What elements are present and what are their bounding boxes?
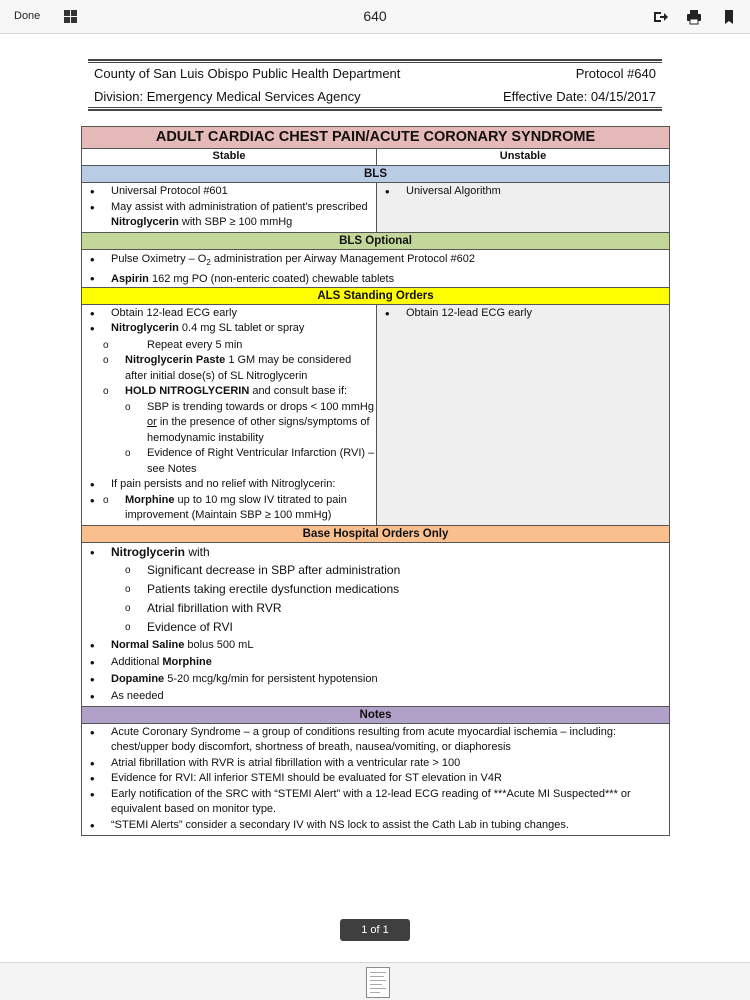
list-item: • Obtain 12-lead ECG early <box>82 306 376 322</box>
protocol-table <box>81 126 670 836</box>
sub-item: o Evidence of RVI <box>125 618 669 637</box>
list-item: • Nitroglycerin 0.4 mg SL tablet or spray o Repeat every 5 min o Nitroglycerin Paste 1 GM may be considered after initial dose(s) of SL Nitroglycerin o HOLD NITROGLYCERIN and consult base if: o SBP is trending towards or drops < 100 mmHg or in the presence of other signs/symptoms of hemodynamic instability o Evidence of Right Ventricular Infarction (RVI) – see Notes <box>82 321 376 477</box>
sub-item: o Atrial fibrillation with RVR <box>125 599 669 618</box>
sub-item: o • Morphine up to 10 mg slow IV titrated to pain improvement (Maintain SBP ≥ 100 mmHg) <box>103 493 376 524</box>
base-hospital-band: Base Hospital Orders Only <box>82 526 669 543</box>
list-item: • May assist with administration of patient’s prescribed Nitroglycerin with SBP ≥ 100 mmHg <box>82 200 376 231</box>
print-icon[interactable] <box>686 9 702 25</box>
bls-optional-section <box>82 250 669 288</box>
division-name: Division: Emergency Medical Services Agency <box>94 89 361 104</box>
sub-item: o HOLD NITROGLYCERIN and consult base if: o SBP is trending towards or drops < 100 mmHg or in the presence of other signs/symptoms of hemodynamic instability o Evidence of Right Ventricular Infarction (RVI) – see Notes <box>103 384 376 477</box>
list-item: • Aspirin 162 mg PO (non-enteric coated) chewable tablets <box>82 271 669 287</box>
als-band: ALS Standing Orders <box>82 288 669 305</box>
column-headers <box>82 149 669 166</box>
document-header <box>88 59 662 111</box>
list-item: • As needed <box>82 688 669 705</box>
document-title: 640 <box>363 8 387 24</box>
sub-sub-item: o Evidence of Right Ventricular Infarction (RVI) – see Notes <box>125 446 376 477</box>
list-item: • Dopamine 5-20 mcg/kg/min for persistent hypotension <box>82 671 669 688</box>
list-item: • Normal Saline bolus 500 mL <box>82 637 669 654</box>
list-item: • If pain persists and no relief with Nitroglycerin: <box>82 477 376 493</box>
notes-section <box>82 724 669 836</box>
bls-optional-band: BLS Optional <box>82 233 669 250</box>
unstable-header: Unstable <box>499 150 547 162</box>
note-item: • Early notification of the SRC with “STEMI Alert” with a 12-lead ECG reading of ***Acute MI Suspected*** or equivalent based on monitor type. <box>82 787 669 818</box>
sub-sub-item: o SBP is trending towards or drops < 100 mmHg or in the presence of other signs/symptoms of hemodynamic instability <box>125 400 376 447</box>
als-section <box>82 305 669 526</box>
sub-item: o Significant decrease in SBP after administration <box>125 561 669 580</box>
note-item: • “STEMI Alerts” consider a secondary IV with NS lock to assist the Cath Lab in tubing changes. <box>82 818 669 834</box>
note-item: • Atrial fibrillation with RVR is atrial fibrillation with a ventricular rate > 100 <box>82 756 669 772</box>
bls-section <box>82 183 669 233</box>
sub-item: o Patients taking erectile dysfunction medications <box>125 580 669 599</box>
share-icon[interactable] <box>652 9 668 25</box>
protocol-title: ADULT CARDIAC CHEST PAIN/ACUTE CORONARY SYNDROME <box>82 127 669 149</box>
page-indicator: 1 of 1 <box>340 919 410 941</box>
done-button[interactable]: Done <box>14 10 41 22</box>
department-name: County of San Luis Obispo Public Health Department <box>94 66 401 81</box>
note-item: • Acute Coronary Syndrome – a group of conditions resulting from acute myocardial ischemia – including: chest/upper body discomfort, shortness of breath, nausea/vomiting, or diaphoresis <box>82 725 669 756</box>
effective-date: Effective Date: 04/15/2017 <box>503 89 656 104</box>
protocol-number: Protocol #640 <box>575 66 656 81</box>
list-item: • Universal Algorithm <box>377 184 669 200</box>
sub-item: o Repeat every 5 min <box>103 338 376 354</box>
list-item: • Universal Protocol #601 <box>82 184 376 200</box>
list-item: • Pulse Oximetry – $O_2$ administration per Airway Management Protocol #602 <box>82 251 669 271</box>
list-item: • Obtain 12-lead ECG early <box>377 306 669 322</box>
list-item: • Additional Morphine <box>82 654 669 671</box>
toolbar <box>0 0 750 34</box>
document-page <box>0 35 750 960</box>
notes-band: Notes <box>82 707 669 724</box>
stable-header: Stable <box>82 149 377 165</box>
note-item: • Evidence for RVI: All inferior STEMI should be evaluated for ST elevation in V4R <box>82 771 669 787</box>
bls-band: BLS <box>82 166 669 183</box>
thumbnail-bar <box>0 962 750 1000</box>
sub-item: o Nitroglycerin Paste 1 GM may be considered after initial dose(s) of SL Nitroglycerin <box>103 353 376 384</box>
base-hospital-section <box>82 543 669 707</box>
page-thumbnail[interactable] <box>366 967 390 998</box>
bookmark-icon[interactable] <box>721 9 737 25</box>
list-item: • Nitroglycerin with o Significant decrease in SBP after administration o Patients taking erectile dysfunction medications o Atrial fibrillation with RVR o Evidence of RVI <box>82 544 669 637</box>
